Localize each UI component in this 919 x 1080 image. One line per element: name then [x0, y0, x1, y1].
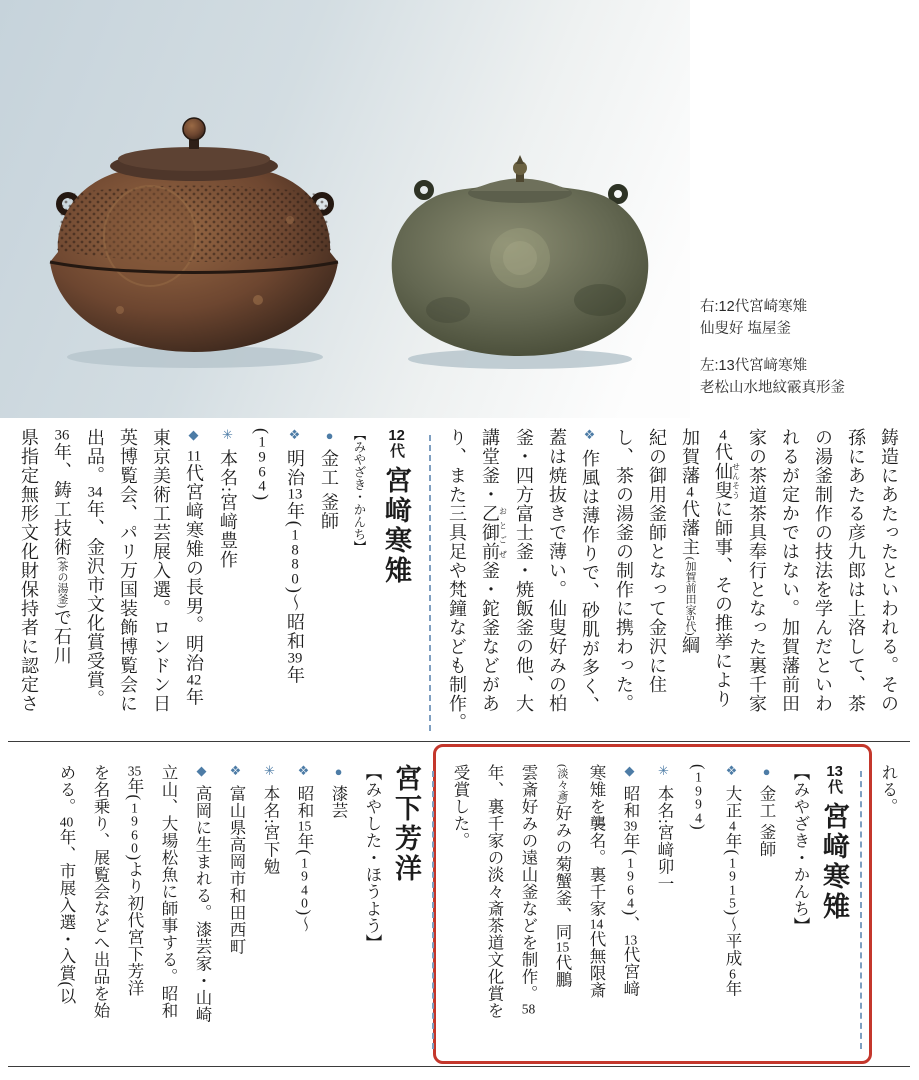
text-column: (1994): [689, 764, 708, 831]
entry-field-column: ❖富山県高岡市和田西町: [227, 764, 246, 955]
text-column: (1964): [252, 428, 272, 502]
text-column: 東京美術工芸展入選。ロンドン日: [151, 428, 171, 713]
column-separator: [860, 771, 862, 1049]
text-column: 県指定無形文化財保持者に認定さ: [19, 428, 39, 713]
entry-field-column: ✳本名:宮下勉: [261, 764, 280, 876]
entry-field-column: ❖明治13年(1880)〜昭和39年: [285, 428, 305, 685]
text-column: 雲斎好みの遠山釜などを制作。58: [519, 764, 538, 1016]
entry-heading: 13代宮﨑寒雉: [819, 764, 849, 922]
column-separator: [432, 771, 434, 1049]
text-column: し、茶の湯釜の制作に携わった。: [614, 428, 634, 713]
entry-field-column: ●金工 釜師: [757, 764, 776, 858]
entry-name-reading: 【みやざき・かんち】: [791, 764, 810, 934]
text-column: 家の茶道茶具奉行となった裏千家: [747, 428, 767, 713]
entry-name-reading: 【みやざき・かんち】: [352, 428, 366, 553]
entry-field-column: ●金工 釜師: [319, 428, 339, 531]
text-column: れるが定かではない。加賀藩前田: [780, 428, 800, 713]
entry-field-column: ◆11代宮﨑寒雉の長男。明治42年: [184, 428, 204, 707]
left-kettle-photo: [50, 118, 338, 368]
section-divider-line: [8, 741, 910, 742]
text-column: 紀の御用釜師となって金沢に住: [647, 428, 667, 694]
entry-field-column: ❖大正4年(1915)〜平成6年: [723, 764, 742, 998]
text-column: 孫にあたる彦九郎は上洛して、茶: [846, 428, 866, 713]
bottom-rule-line: [8, 1066, 910, 1067]
text-column: 35年(1960)より初代宮下芳洋: [125, 764, 144, 997]
entry-heading: 12代宮﨑寒雉: [381, 428, 411, 586]
text-column: を名乗り、展覧会などへ出品を始: [91, 764, 110, 1019]
entry-field-column: ❖昭和15年(1940)〜: [295, 764, 314, 933]
text-column: 講堂釜・乙御前おとごぜ釜・鉈釜などがあ: [480, 428, 508, 713]
text-column: 蓋は焼抜きで薄い。仙叟好みの柏: [547, 428, 567, 713]
text-column: 寒雉を襲名。裏千家14代無限斎: [587, 764, 606, 999]
photo-caption: [700, 296, 916, 414]
column-separator: [429, 435, 431, 731]
text-column: 鋳造にあたったといわれる。その: [879, 428, 899, 713]
text-column: 立山、大場松魚に師事する。昭和: [159, 764, 178, 1019]
text-column: 36年、鋳工技術(茶の湯釜)で石川: [52, 428, 72, 666]
caption-right-kettle: [700, 296, 916, 340]
text-column: める。40年、市展入選・入賞(以: [57, 764, 76, 1005]
text-column: の湯釜制作の技法を学んだといわ: [813, 428, 833, 713]
caption-line: 仙叟好 塩屋釜: [700, 321, 792, 337]
text-column: り、また三具足や梵鐘なども制作。: [447, 428, 467, 732]
upper-text-section: [8, 428, 905, 738]
entry-field-column: ◆昭和39年(1964)、13代宮﨑: [621, 764, 640, 998]
photo-panel: [0, 0, 690, 418]
entry-field-column: ✳本名:宮﨑豊作: [218, 428, 238, 570]
text-column: 年、裏千家の淡々斎茶道文化賞を: [485, 764, 504, 1019]
text-column: 出品。34年、金沢市文化賞受賞。: [85, 428, 105, 709]
text-column: 受賞した。: [451, 764, 470, 849]
text-column: (淡々斎)好みの菊蟹釜、同15代鵬: [553, 764, 572, 988]
caption-line: 右:12代宮崎寒雉: [700, 299, 808, 315]
text-column: 4代仙叟せんそうに師事、その推挙により: [713, 428, 741, 709]
kettle-photos: [0, 0, 690, 418]
text-column: れる。: [879, 764, 898, 815]
entry-field-column: ◆高岡に生まれる。漆芸家・山崎: [193, 764, 212, 1023]
text-column: 加賀藩4代藩主(加賀前田家5代)綱: [680, 428, 700, 655]
entry-name-reading: 【みやした・ほうよう】: [363, 764, 382, 951]
lower-text-section: [8, 764, 905, 1056]
entry-heading: 宮下芳洋: [391, 764, 421, 884]
right-kettle-photo: [392, 155, 649, 369]
caption-left-kettle: [700, 355, 916, 399]
caption-line: 老松山水地紋霰真形釜: [700, 380, 845, 396]
entry-field-column: ●漆芸: [329, 764, 348, 819]
text-column: 釜・四方富士釜・焼飯釜の他、大: [514, 428, 534, 713]
caption-line: 左:13代宮﨑寒雉: [700, 358, 808, 374]
entry-field-column: ❖作風は薄作りで、砂肌が多く、: [580, 428, 600, 715]
text-column: 英博覧会、パリ万国装飾博覧会に: [118, 428, 138, 713]
entry-field-column: ✳本名:宮﨑卯一: [655, 764, 674, 893]
